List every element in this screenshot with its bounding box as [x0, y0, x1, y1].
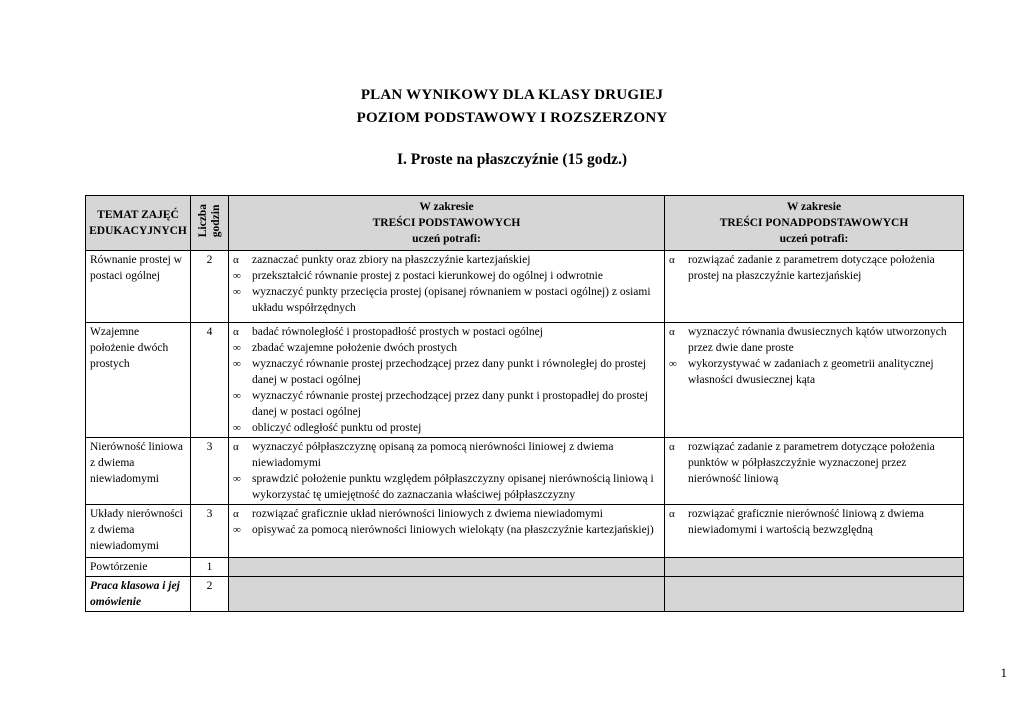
header-basic-line3: uczeń potrafi: [412, 233, 481, 245]
advanced-skills-cell [665, 438, 964, 505]
bullet-marker: ∞ [233, 422, 241, 434]
skill-item [669, 324, 959, 356]
basic-skills-cell [229, 438, 665, 505]
skill-item [233, 522, 660, 538]
topic-cell [86, 577, 191, 612]
hours-cell [191, 323, 229, 438]
hours-value: 2 [206, 254, 213, 266]
document-title [0, 84, 1024, 130]
topic-text: Powtórzenie [90, 561, 148, 573]
hours-value: 3 [206, 441, 213, 453]
bullet-marker: ∞ [233, 524, 241, 536]
skill-item [233, 356, 660, 388]
topic-cell [86, 323, 191, 438]
bullet-marker: α [669, 326, 675, 338]
skill-item [233, 340, 660, 356]
advanced-skills-cell [665, 505, 964, 558]
header-advanced-line1: W zakresie [786, 201, 842, 213]
skill-text: rozwiązać zadanie z parametrem dotyczące położenia prostej na płaszczyźnie kartezjańskiej [688, 254, 935, 282]
skill-text: wykorzystywać w zadaniach z geometrii analitycznej własności dwusiecznej kąta [688, 358, 934, 386]
skill-text: wyznaczyć półpłaszczyznę opisaną za pomocą nierówności liniowej z dwiema niewiadomymi [252, 441, 614, 469]
header-basic-line1: W zakresie [419, 201, 474, 213]
table-row [86, 577, 964, 612]
basic-skills-cell [229, 323, 665, 438]
topic-text: Układy nierówności z dwiema niewiadomymi [90, 508, 183, 552]
hours-value: 4 [206, 326, 213, 338]
skill-item [233, 268, 660, 284]
table-row [86, 438, 964, 505]
skill-item [233, 439, 660, 471]
skill-text: zaznaczać punkty oraz zbiory na płaszczyźnie kartezjańskiej [252, 254, 531, 266]
bullet-marker: α [233, 508, 239, 520]
hours-value: 1 [206, 561, 213, 573]
skill-item [233, 284, 660, 316]
skill-text: sprawdzić położenie punktu względem półpłaszczyzny opisanej nierównością liniową i wykorzystać tę umiejętność do zaznaczania właściwej półpłaszczyzny [252, 473, 654, 501]
bullet-marker: ∞ [233, 473, 241, 485]
hours-cell [191, 251, 229, 323]
header-hours-line1: Liczba [196, 203, 209, 238]
skill-text: wyznaczyć równanie prostej przechodzącej przez dany punkt i równoległej do prostej danej w postaci ogólnej [252, 358, 647, 386]
skill-text: rozwiązać graficznie nierówność liniową z dwiema niewiadomymi i wartością bezwzględną [688, 508, 924, 536]
bullet-marker: α [669, 508, 675, 520]
hours-cell [191, 577, 229, 612]
skill-text: rozwiązać zadanie z parametrem dotyczące położenia punktów w półpłaszczyźnie wyznaczonej przez nierówność liniową [688, 441, 935, 485]
bullet-marker: ∞ [669, 358, 677, 370]
header-topic [86, 196, 191, 251]
title-line-2: POZIOM PODSTAWOWY I ROZSZERZONY [356, 110, 668, 126]
bullet-marker: ∞ [233, 286, 241, 298]
header-hours-label [197, 204, 223, 237]
advanced-skills-cell-empty [665, 558, 964, 577]
advanced-skills-cell [665, 251, 964, 323]
skill-item [233, 324, 660, 340]
basic-skills-cell [229, 251, 665, 323]
skill-item [669, 506, 959, 538]
skill-item [669, 439, 959, 487]
header-hours-line2: godzin [209, 204, 222, 237]
title-line-1: PLAN WYNIKOWY DLA KLASY DRUGIEJ [360, 87, 664, 103]
header-advanced [665, 196, 964, 251]
bullet-marker: α [233, 326, 239, 338]
skill-item [233, 506, 660, 522]
section-title: I. Proste na płaszczyźnie (15 godz.) [396, 151, 628, 168]
bullet-marker: α [669, 254, 675, 266]
table-row [86, 251, 964, 323]
basic-skills-cell-empty [229, 577, 665, 612]
advanced-skills-cell [665, 323, 964, 438]
skill-item [669, 252, 959, 284]
skill-text: zbadać wzajemne położenie dwóch prostych [252, 342, 457, 354]
skill-item [233, 252, 660, 268]
skill-item [669, 356, 959, 388]
skill-text: przekształcić równanie prostej z postaci kierunkowej do ogólnej i odwrotnie [252, 270, 603, 282]
advanced-skills-cell-empty [665, 577, 964, 612]
topic-cell [86, 505, 191, 558]
header-basic-line2: TREŚCI PODSTAWOWYCH [372, 217, 521, 229]
header-advanced-line3: uczeń potrafi: [779, 233, 849, 245]
hours-value: 3 [206, 508, 213, 520]
header-hours [191, 196, 229, 251]
table-header-row [86, 196, 964, 251]
skill-text: rozwiązać graficznie układ nierówności liniowych z dwiema niewiadomymi [252, 508, 603, 520]
table-row [86, 558, 964, 577]
topic-text: Wzajemne położenie dwóch prostych [90, 326, 169, 370]
topic-text: Równanie prostej w postaci ogólnej [90, 254, 182, 282]
topic-cell [86, 438, 191, 505]
bullet-marker: α [669, 441, 675, 453]
table-row [86, 505, 964, 558]
table-row [86, 323, 964, 438]
bullet-marker: α [233, 441, 239, 453]
skill-text: opisywać za pomocą nierówności liniowych wielokąty (na płaszczyźnie kartezjańskiej) [252, 524, 654, 536]
basic-skills-cell-empty [229, 558, 665, 577]
bullet-marker: ∞ [233, 358, 241, 370]
skill-item [233, 420, 660, 436]
topic-cell [86, 251, 191, 323]
topic-cell [86, 558, 191, 577]
hours-cell [191, 438, 229, 505]
skill-text: badać równoległość i prostopadłość prostych w postaci ogólnej [252, 326, 543, 338]
header-advanced-line2: TREŚCI PONADPODSTAWOWYCH [719, 217, 909, 229]
hours-cell [191, 505, 229, 558]
skill-item [233, 471, 660, 503]
bullet-marker: ∞ [233, 342, 241, 354]
topic-text: Praca klasowa i jej omówienie [90, 580, 180, 608]
header-topic-label: TEMAT ZAJĘĆ EDUKACYJNYCH [89, 209, 187, 237]
basic-skills-cell [229, 505, 665, 558]
header-basic [229, 196, 665, 251]
skill-text: obliczyć odległość punktu od prostej [252, 422, 422, 434]
skill-text: wyznaczyć równania dwusiecznych kątów utworzonych przez dwie dane proste [688, 326, 947, 354]
hours-value: 2 [206, 580, 213, 592]
bullet-marker: α [233, 254, 239, 266]
plan-table [85, 195, 964, 612]
bullet-marker: ∞ [233, 270, 241, 282]
hours-cell [191, 558, 229, 577]
page-number: 1 [1000, 665, 1007, 680]
skill-text: wyznaczyć punkty przecięcia prostej (opisanej równaniem w postaci ogólnej) z osiami układu współrzędnych [252, 286, 651, 314]
bullet-marker: ∞ [233, 390, 241, 402]
skill-text: wyznaczyć równanie prostej przechodzącej przez dany punkt i prostopadłej do prostej danej w postaci ogólnej [252, 390, 648, 418]
topic-text: Nierówność liniowa z dwiema niewiadomymi [90, 441, 183, 485]
skill-item [233, 388, 660, 420]
